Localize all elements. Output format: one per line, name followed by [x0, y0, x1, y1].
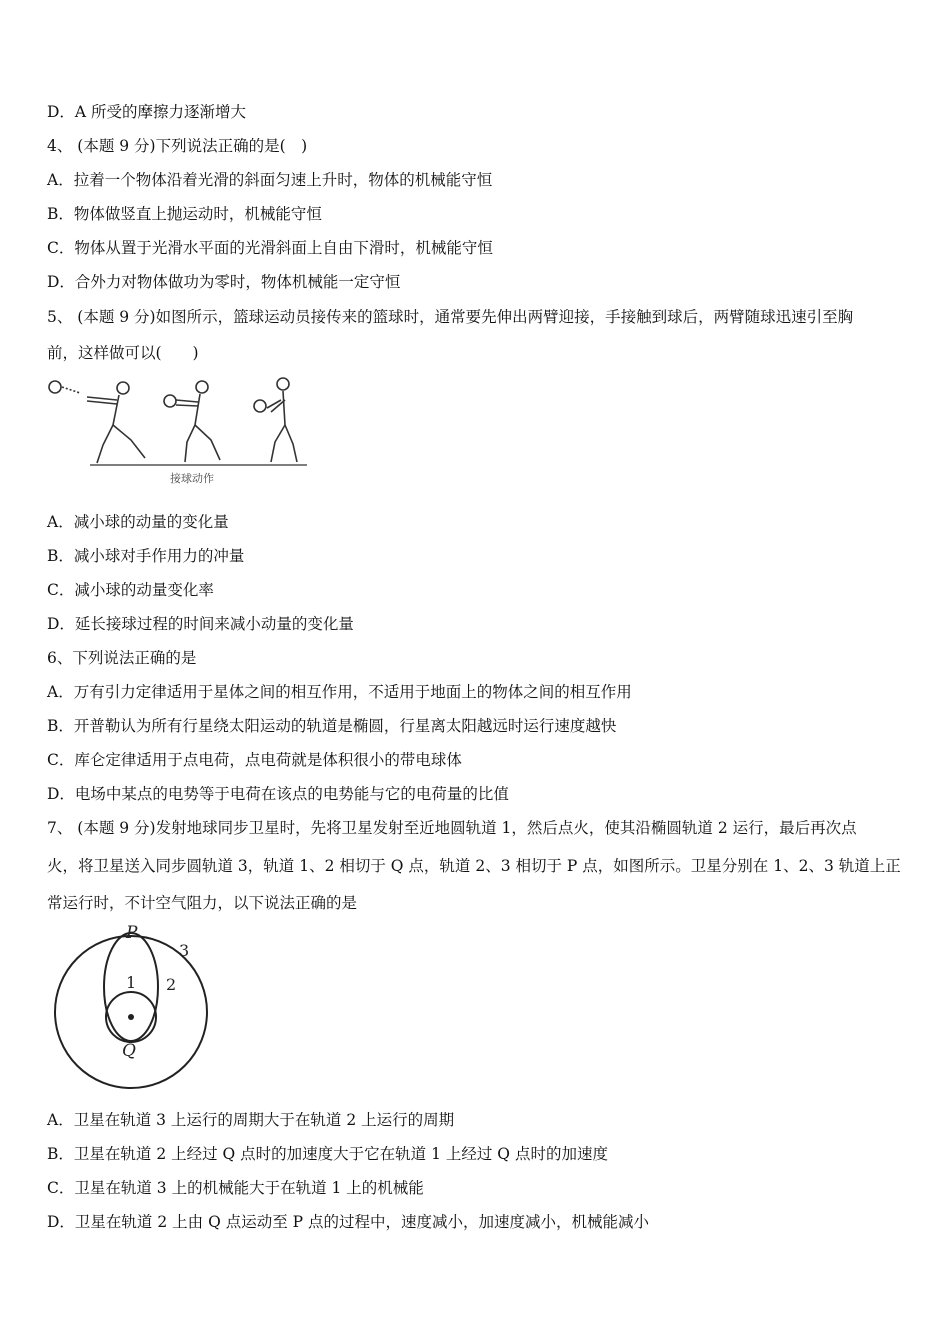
orbit-diagram-svg [48, 922, 218, 1094]
q4-stem: 4、 (本题 9 分)下列说法正确的是( ) [47, 137, 308, 155]
label-orbit-1: 1 [126, 973, 137, 992]
q7-option-c: C．卫星在轨道 3 上的机械能大于在轨道 1 上的机械能 [47, 1179, 424, 1197]
q5-option-c: C．减小球的动量变化率 [47, 581, 214, 599]
q3-option-d: D．A 所受的摩擦力逐渐增大 [47, 103, 247, 121]
catch-sequence-illustration [45, 370, 315, 490]
q4-option-c: C．物体从置于光滑水平面的光滑斜面上自由下滑时，机械能守恒 [47, 239, 493, 257]
q6-option-a: A．万有引力定律适用于星体之间的相互作用，不适用于地面上的物体之间的相互作用 [47, 683, 632, 701]
q5-option-d: D．延长接球过程的时间来减小动量的变化量 [47, 615, 354, 633]
q4-option-b: B．物体做竖直上抛运动时，机械能守恒 [47, 205, 322, 223]
label-p: P [126, 923, 138, 943]
q5-stem-line2: 前，这样做可以( ) [47, 344, 199, 362]
orbit-diagram [48, 922, 218, 1094]
q5-option-b: B．减小球对手作用力的冲量 [47, 547, 245, 565]
q7-option-d: D．卫星在轨道 2 上由 Q 点运动至 P 点的过程中，速度减小，加速度减小，机械能减小 [47, 1213, 649, 1231]
q6-option-b: B．开普勒认为所有行星绕太阳运动的轨道是椭圆，行星离太阳越远时运行速度越快 [47, 717, 617, 735]
q7-stem-line3: 常运行时，不计空气阻力，以下说法正确的是 [47, 894, 358, 912]
q5-option-a: A．减小球的动量的变化量 [47, 513, 229, 531]
label-q: Q [122, 1041, 136, 1061]
figure-caption: 接球动作 [170, 472, 214, 485]
label-orbit-3: 3 [179, 941, 190, 960]
q4-option-d: D．合外力对物体做功为零时，物体机械能一定守恒 [47, 273, 401, 291]
label-orbit-2: 2 [166, 975, 177, 994]
earth-dot [128, 1014, 134, 1020]
q4-option-a: A．拉着一个物体沿着光滑的斜面匀速上升时，物体的机械能守恒 [47, 171, 493, 189]
basketball-catch-figure [45, 370, 315, 490]
q7-stem-line2: 火，将卫星送入同步圆轨道 3，轨道 1、2 相切于 Q 点，轨道 2、3 相切于 P 点，如图所示。卫星分别在 1、2、3 轨道上正 [47, 857, 901, 875]
q5-stem-line1: 5、 (本题 9 分)如图所示，篮球运动员接传来的篮球时，通常要先伸出两臂迎接，手接触到球后，两臂随球迅速引至胸 [47, 308, 854, 326]
q6-stem: 6、下列说法正确的是 [47, 649, 197, 667]
q6-option-c: C．库仑定律适用于点电荷，点电荷就是体积很小的带电球体 [47, 751, 462, 769]
q7-stem-line1: 7、 (本题 9 分)发射地球同步卫星时，先将卫星发射至近地圆轨道 1，然后点火，使其沿椭圆轨道 2 运行，最后再次点 [47, 819, 857, 837]
q7-option-a: A．卫星在轨道 3 上运行的周期大于在轨道 2 上运行的周期 [47, 1111, 455, 1129]
q7-option-b: B．卫星在轨道 2 上经过 Q 点时的加速度大于它在轨道 1 上经过 Q 点时的加速度 [47, 1145, 608, 1163]
q6-option-d: D．电场中某点的电势等于电荷在该点的电势能与它的电荷量的比值 [47, 785, 509, 803]
